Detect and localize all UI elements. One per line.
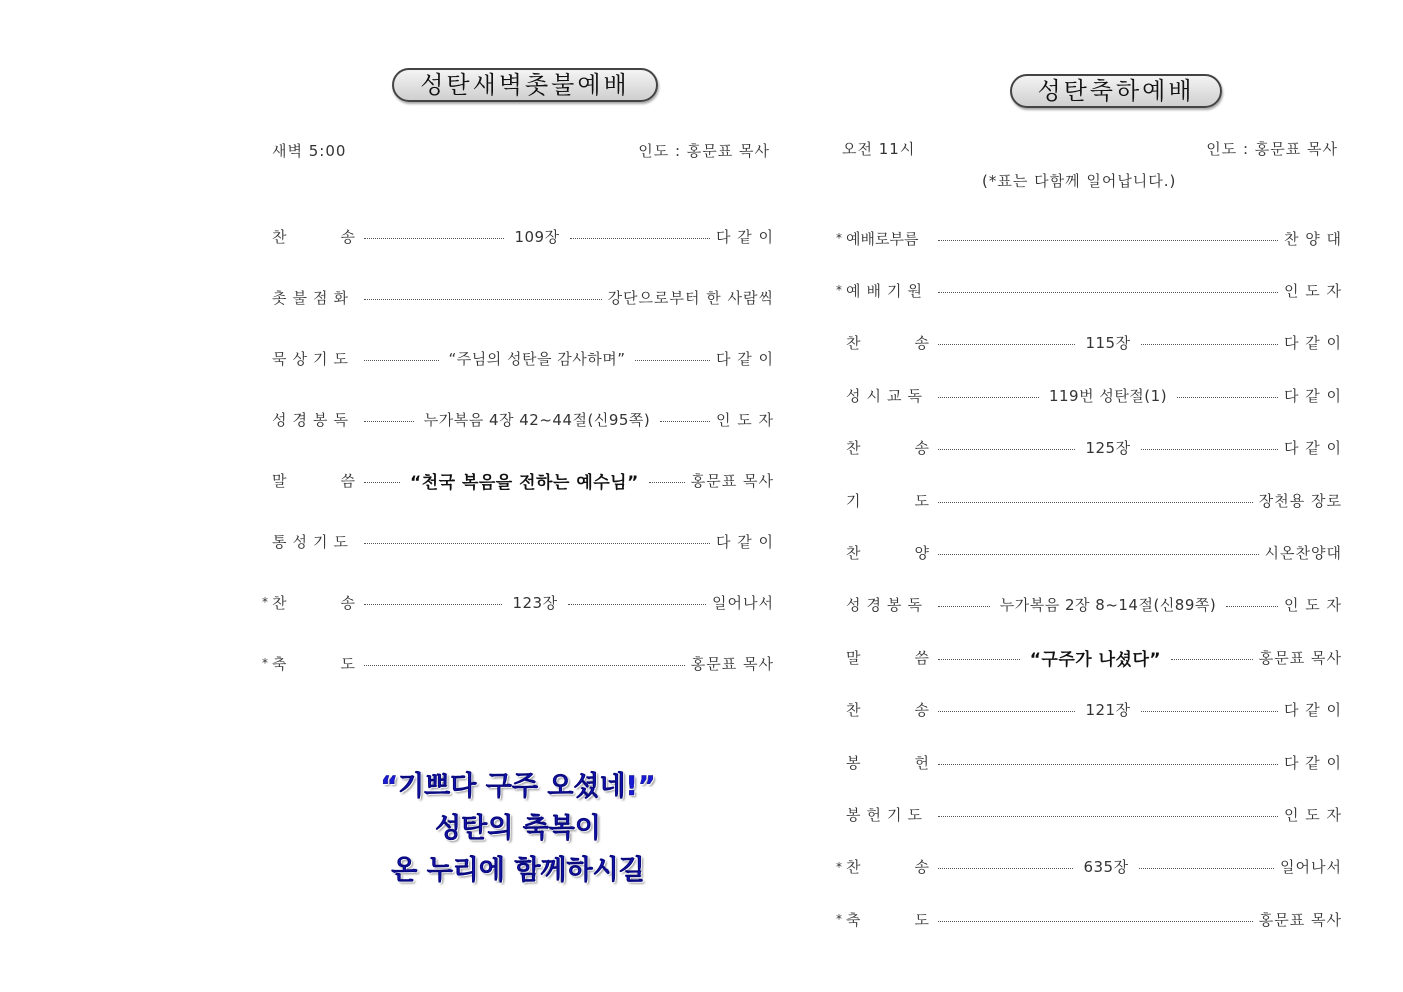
- order-item-label: 찬송: [272, 227, 409, 246]
- leader-dots: [938, 554, 1259, 555]
- leader-dots: [635, 360, 710, 361]
- order-item-label-group: [836, 332, 983, 353]
- order-item-label-group: [836, 437, 983, 458]
- order-item: [836, 226, 1342, 250]
- leader-dots: [1141, 711, 1278, 712]
- order-item: [836, 488, 1342, 512]
- standing-marker: *: [836, 231, 842, 245]
- order-item-leader: 다 같 이: [716, 227, 775, 246]
- order-item-leader: 다 같 이: [715, 349, 774, 368]
- order-item-detail: 119번 성탄절(1): [1048, 386, 1168, 405]
- order-item-label-group: [836, 228, 932, 249]
- order-item-leader: 홍문표 목사: [690, 471, 774, 490]
- blessing-line-3: 온 누리에 함께하시길: [391, 855, 645, 886]
- blessing-line-2: 성탄의 축복이: [435, 813, 601, 844]
- order-item-label-group: [836, 490, 983, 511]
- leader-dots: [364, 299, 602, 300]
- leader-dots: [938, 397, 1039, 398]
- order-item-label: 찬송: [846, 334, 983, 353]
- order-item-label: 통성기도: [272, 532, 354, 551]
- order-item-label-group: [262, 409, 358, 430]
- order-item: [262, 529, 774, 553]
- leader-dots: [1139, 868, 1274, 869]
- order-item-leader: 강단으로부터 한 사람씩: [607, 288, 774, 307]
- order-item-leader: 인 도 자: [1283, 281, 1342, 300]
- leader-dots: [570, 238, 710, 239]
- order-item-label: 찬송: [846, 858, 983, 877]
- leader-dots: [938, 502, 1253, 503]
- order-item-label-group: [836, 385, 932, 406]
- leader-dots: [364, 421, 414, 422]
- standing-marker: *: [836, 859, 842, 874]
- order-item-leader: 인 도 자: [715, 410, 774, 429]
- order-item-detail: 115장: [1085, 334, 1131, 353]
- christmas-service-title: 성탄축하예배: [1010, 74, 1222, 108]
- order-item-leader: 다 같 이: [1283, 386, 1342, 405]
- order-item-label-group: [262, 653, 409, 674]
- order-item-label: 성시교독: [846, 386, 928, 405]
- order-item-leader: 다 같 이: [1284, 334, 1343, 353]
- leader-dots: [364, 543, 710, 544]
- order-item: [262, 407, 774, 431]
- order-item-leader: 다 같 이: [1284, 701, 1343, 720]
- order-item-leader: 다 같 이: [715, 532, 774, 551]
- order-item: [836, 278, 1342, 302]
- order-item-label: 기도: [846, 491, 983, 510]
- leader-dots: [938, 292, 1278, 293]
- order-item-leader: 다 같 이: [1284, 439, 1343, 458]
- order-item-label: 말씀: [272, 471, 409, 490]
- order-item-detail: “주님의 성탄을 감사하며”: [448, 349, 626, 368]
- leader-dots: [938, 921, 1253, 922]
- order-item-detail: “구주가 나셨다”: [1029, 649, 1162, 670]
- order-item: [262, 346, 774, 370]
- dawn-service-title: 성탄새벽촛불예배: [392, 68, 658, 102]
- christmas-service-time: 오전 11시: [842, 140, 916, 158]
- leader-dots: [938, 816, 1278, 817]
- blessing-message: [262, 766, 774, 892]
- order-item: [262, 590, 774, 614]
- order-item-label-group: [836, 594, 932, 615]
- order-item-label-group: [262, 592, 409, 613]
- leader-dots: [364, 360, 439, 361]
- order-item-leader: 일어나서: [1280, 858, 1342, 877]
- leader-dots: [938, 240, 1278, 241]
- leader-dots: [364, 482, 400, 483]
- order-item-label-group: [836, 909, 983, 930]
- order-item: [262, 224, 774, 248]
- order-item-detail: 125장: [1085, 439, 1131, 458]
- order-item: [836, 331, 1342, 355]
- order-item-label-group: [836, 647, 983, 668]
- order-item-label: 축도: [846, 910, 983, 929]
- order-item-label: 말씀: [846, 648, 983, 667]
- standing-marker: *: [262, 595, 268, 609]
- order-item-detail: 635장: [1083, 858, 1129, 877]
- order-item: [836, 383, 1342, 407]
- order-item-leader: 인 도 자: [1283, 805, 1342, 824]
- standing-marker: *: [836, 912, 842, 927]
- dawn-service-leader: 인도 : 홍문표 목사: [638, 142, 770, 160]
- order-item-label-group: [262, 531, 358, 552]
- order-item: [836, 436, 1342, 460]
- leader-dots: [938, 711, 1075, 712]
- order-item: [836, 802, 1342, 826]
- order-item-leader: 시온찬양대: [1264, 543, 1342, 562]
- order-item-label: 성경봉독: [272, 410, 354, 429]
- order-item-label-group: [262, 226, 409, 247]
- leader-dots: [568, 604, 706, 605]
- order-item: [836, 593, 1342, 617]
- order-item-label: 성경봉독: [846, 596, 928, 615]
- order-item-label: 예배기원: [846, 281, 928, 300]
- leader-dots: [938, 606, 990, 607]
- order-item-leader: 인 도 자: [1284, 596, 1343, 615]
- order-item-label-group: [262, 470, 409, 491]
- leader-dots: [1171, 659, 1253, 660]
- order-item-label-group: [836, 752, 983, 773]
- leader-dots: [1141, 449, 1278, 450]
- order-item-label: 찬송: [846, 439, 983, 458]
- order-item-label: 예배로부름: [846, 229, 919, 248]
- order-item-detail: 123장: [512, 593, 558, 612]
- order-item-label: 축도: [272, 654, 409, 673]
- leader-dots: [1141, 344, 1278, 345]
- leader-dots: [364, 604, 502, 605]
- order-item-leader: 홍문표 목사: [1258, 648, 1343, 667]
- leader-dots: [660, 421, 710, 422]
- order-item-leader: 찬 양 대: [1283, 229, 1342, 248]
- blessing-line-1: “기쁘다 구주 오셨네!”: [380, 771, 656, 802]
- order-item-detail: 누가복음 2장 8~14절(신89쪽): [999, 596, 1217, 615]
- order-item: [836, 698, 1342, 722]
- standing-marker: *: [262, 656, 268, 670]
- order-item: [262, 651, 774, 675]
- leader-dots: [938, 449, 1075, 450]
- order-item: [836, 855, 1342, 879]
- order-item-leader: 홍문표 목사: [1258, 910, 1342, 929]
- order-item-leader: 장천용 장로: [1258, 491, 1342, 510]
- leader-dots: [364, 238, 504, 239]
- order-item-detail: 누가복음 4장 42~44절(신95쪽): [423, 410, 651, 429]
- order-item-label: 봉헌기도: [846, 805, 928, 824]
- order-item: [836, 907, 1342, 931]
- leader-dots: [649, 482, 685, 483]
- leader-dots: [938, 764, 1278, 765]
- order-item-label-group: [262, 287, 358, 308]
- order-item: [836, 750, 1342, 774]
- order-item: [262, 285, 774, 309]
- leader-dots: [1177, 397, 1278, 398]
- christmas-service-leader: 인도 : 홍문표 목사: [1206, 140, 1338, 158]
- leader-dots: [1226, 606, 1278, 607]
- order-item-label-group: [262, 348, 358, 369]
- order-item-label-group: [836, 280, 932, 301]
- leader-dots: [938, 868, 1073, 869]
- order-item: [836, 540, 1342, 564]
- order-item-label-group: [836, 699, 983, 720]
- leader-dots: [364, 665, 685, 666]
- standing-note: (*표는 다함께 일어납니다.): [982, 172, 1177, 190]
- order-item-label: 찬송: [846, 701, 983, 720]
- order-item-leader: 다 같 이: [1283, 753, 1342, 772]
- order-item-label-group: [836, 856, 983, 877]
- order-item-detail: 109장: [514, 227, 560, 246]
- standing-marker: *: [836, 283, 842, 298]
- order-item-label: 찬양: [846, 543, 983, 562]
- order-item-label: 묵상기도: [272, 349, 354, 368]
- order-item-label: 찬송: [272, 593, 409, 612]
- dawn-service-time: 새벽 5:00: [272, 142, 347, 160]
- order-item-leader: 홍문표 목사: [690, 654, 774, 673]
- order-item-label: 촛불점화: [272, 288, 354, 307]
- order-item-leader: 일어나서: [712, 593, 774, 612]
- order-item: [262, 468, 774, 492]
- order-item-detail: “천국 복음을 전하는 예수님”: [410, 472, 639, 493]
- order-item-detail: 121장: [1085, 701, 1131, 720]
- order-item-label-group: [836, 804, 932, 825]
- order-item: [836, 645, 1342, 669]
- order-item-label: 봉헌: [846, 753, 983, 772]
- leader-dots: [938, 344, 1075, 345]
- leader-dots: [938, 659, 1020, 660]
- order-item-label-group: [836, 542, 983, 563]
